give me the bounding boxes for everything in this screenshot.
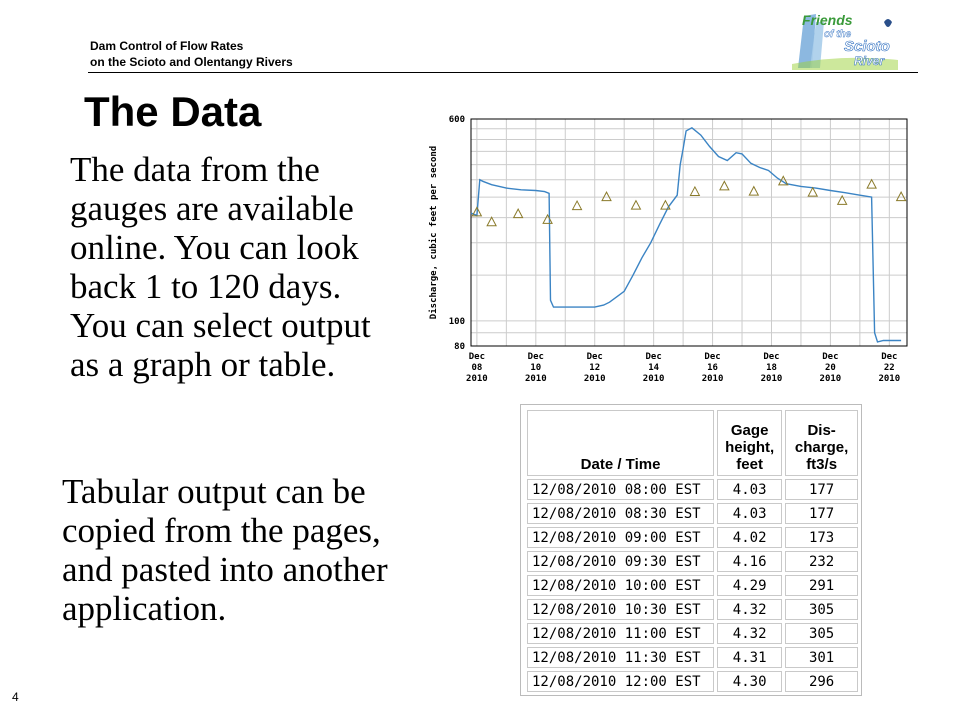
chart-x-tick-label: 2010 bbox=[878, 374, 901, 384]
chart-x-tick-label: 12 bbox=[589, 363, 601, 373]
table-cell: 12/08/2010 10:30 EST bbox=[527, 599, 714, 620]
table-cell: 4.03 bbox=[717, 479, 782, 500]
chart-y-axis-label: Discharge, cubic feet per second bbox=[429, 145, 439, 320]
chart-point bbox=[514, 209, 523, 218]
discharge-chart bbox=[420, 92, 940, 392]
table-cell: 296 bbox=[785, 671, 858, 692]
chart-y-tick-label: 100 bbox=[448, 316, 465, 327]
table-cell: 4.31 bbox=[717, 647, 782, 668]
chart-point bbox=[487, 217, 496, 226]
chart-axes bbox=[449, 115, 900, 384]
friends-of-the-scioto-river-logo bbox=[788, 8, 900, 70]
chart-x-tick-label: 2010 bbox=[583, 374, 606, 384]
table-row bbox=[527, 671, 858, 692]
chart-x-tick-label: Dec bbox=[586, 352, 603, 362]
chart-x-tick-label: 2010 bbox=[642, 374, 665, 384]
body-text-tabular: Tabular output can be copied from the pages, and pasted into another application. bbox=[62, 472, 388, 628]
header-line-1: Dam Control of Flow Rates bbox=[90, 39, 244, 53]
table-header-cell bbox=[717, 410, 782, 476]
table-cell: 12/08/2010 11:00 EST bbox=[527, 623, 714, 644]
table-row bbox=[527, 551, 858, 572]
chart-x-tick-label: 2010 bbox=[524, 374, 547, 384]
table-cell: 12/08/2010 09:30 EST bbox=[527, 551, 714, 572]
logo-text-4: River bbox=[854, 54, 885, 68]
chart-point bbox=[690, 187, 699, 196]
chart-title: USGS 03221000 Scioto River below O'Shaughnessy Dam nr Dublin OH bbox=[496, 92, 863, 103]
chart-point bbox=[897, 192, 906, 201]
table-header-text: height, bbox=[725, 439, 775, 456]
chart-x-tick-label: 20 bbox=[824, 363, 836, 373]
chart-grid bbox=[471, 119, 907, 346]
table-cell: 12/08/2010 08:30 EST bbox=[527, 503, 714, 524]
data-table bbox=[524, 407, 861, 695]
table-cell: 4.02 bbox=[717, 527, 782, 548]
slide-number: 4 bbox=[12, 690, 19, 704]
table-cell: 12/08/2010 08:00 EST bbox=[527, 479, 714, 500]
table-cell: 4.03 bbox=[717, 503, 782, 524]
slide-title: The Data bbox=[84, 88, 262, 135]
chart-point bbox=[543, 215, 552, 224]
chart-x-tick-label: Dec bbox=[527, 352, 544, 362]
header-divider bbox=[88, 72, 918, 73]
table-cell: 12/08/2010 10:00 EST bbox=[527, 575, 714, 596]
table-cell: 4.32 bbox=[717, 599, 782, 620]
table-header-text: Gage bbox=[730, 422, 769, 439]
table-cell: 12/08/2010 09:00 EST bbox=[527, 527, 714, 548]
logo-text-1: Friends bbox=[802, 12, 853, 28]
table-header-text: charge, bbox=[794, 439, 849, 456]
chart-x-tick-label: Dec bbox=[645, 352, 662, 362]
table-header-row bbox=[527, 410, 858, 476]
table-header-text: Dis- bbox=[807, 422, 836, 439]
chart-x-tick-label: 10 bbox=[530, 363, 542, 373]
chart-point bbox=[720, 181, 729, 190]
logo-text-2: of the bbox=[824, 29, 852, 40]
table-row bbox=[527, 623, 858, 644]
table-cell: 177 bbox=[785, 503, 858, 524]
table-cell: 305 bbox=[785, 599, 858, 620]
chart-x-tick-label: Dec bbox=[763, 352, 780, 362]
chart-point bbox=[749, 187, 758, 196]
table-header-text: ft3/s bbox=[806, 456, 838, 473]
chart-point bbox=[631, 201, 640, 210]
chart-plot-frame bbox=[471, 119, 907, 346]
table-cell: 177 bbox=[785, 479, 858, 500]
table-row bbox=[527, 575, 858, 596]
table-cell: 4.32 bbox=[717, 623, 782, 644]
chart-x-tick-label: 08 bbox=[471, 363, 483, 373]
chart-x-tick-label: 16 bbox=[707, 363, 718, 373]
table-cell: 4.16 bbox=[717, 551, 782, 572]
header-line-2: on the Scioto and Olentangy Rivers bbox=[90, 55, 293, 69]
table-cell: 301 bbox=[785, 647, 858, 668]
table-row bbox=[527, 479, 858, 500]
table-row bbox=[527, 503, 858, 524]
chart-x-tick-label: Dec bbox=[704, 352, 721, 362]
chart-point bbox=[602, 192, 611, 201]
table-cell: 12/08/2010 11:30 EST bbox=[527, 647, 714, 668]
table-cell: 173 bbox=[785, 527, 858, 548]
logo-text-3: Scioto bbox=[844, 38, 890, 55]
chart-point bbox=[808, 188, 817, 197]
chart-x-tick-label: 2010 bbox=[819, 374, 842, 384]
table-body bbox=[527, 479, 858, 692]
table-row bbox=[527, 599, 858, 620]
chart-x-tick-label: Dec bbox=[468, 352, 486, 362]
table-row bbox=[527, 647, 858, 668]
chart-x-tick-label: 2010 bbox=[760, 374, 783, 384]
table-header-text: Date / Time bbox=[580, 456, 661, 473]
chart-x-tick-label: 18 bbox=[766, 363, 777, 373]
chart-x-tick-label: 2010 bbox=[701, 374, 724, 384]
chart-y-tick-label: 600 bbox=[448, 115, 465, 125]
chart-x-tick-label: 22 bbox=[883, 363, 895, 373]
body-text-availability: The data from the gauges are available online. You can look back 1 to 120 days. You can select output as a graph or table. bbox=[70, 150, 371, 384]
chart-x-tick-label: 14 bbox=[648, 363, 660, 373]
chart-point bbox=[573, 201, 582, 210]
slide-header bbox=[90, 38, 293, 70]
table-cell: 305 bbox=[785, 623, 858, 644]
chart-y-tick-label: 80 bbox=[454, 342, 465, 352]
table-row bbox=[527, 527, 858, 548]
table-cell: 4.29 bbox=[717, 575, 782, 596]
data-table-panel bbox=[520, 404, 862, 696]
chart-point bbox=[867, 180, 876, 189]
table-header-text: feet bbox=[736, 456, 763, 473]
chart-x-tick-label: Dec bbox=[822, 352, 839, 362]
table-cell: 291 bbox=[785, 575, 858, 596]
chart-x-tick-label: Dec bbox=[881, 352, 898, 362]
table-header-cell bbox=[527, 410, 714, 476]
table-cell: 232 bbox=[785, 551, 858, 572]
table-cell: 4.30 bbox=[717, 671, 782, 692]
table-header-cell bbox=[785, 410, 858, 476]
chart-x-tick-label: 2010 bbox=[466, 374, 488, 384]
table-cell: 12/08/2010 12:00 EST bbox=[527, 671, 714, 692]
